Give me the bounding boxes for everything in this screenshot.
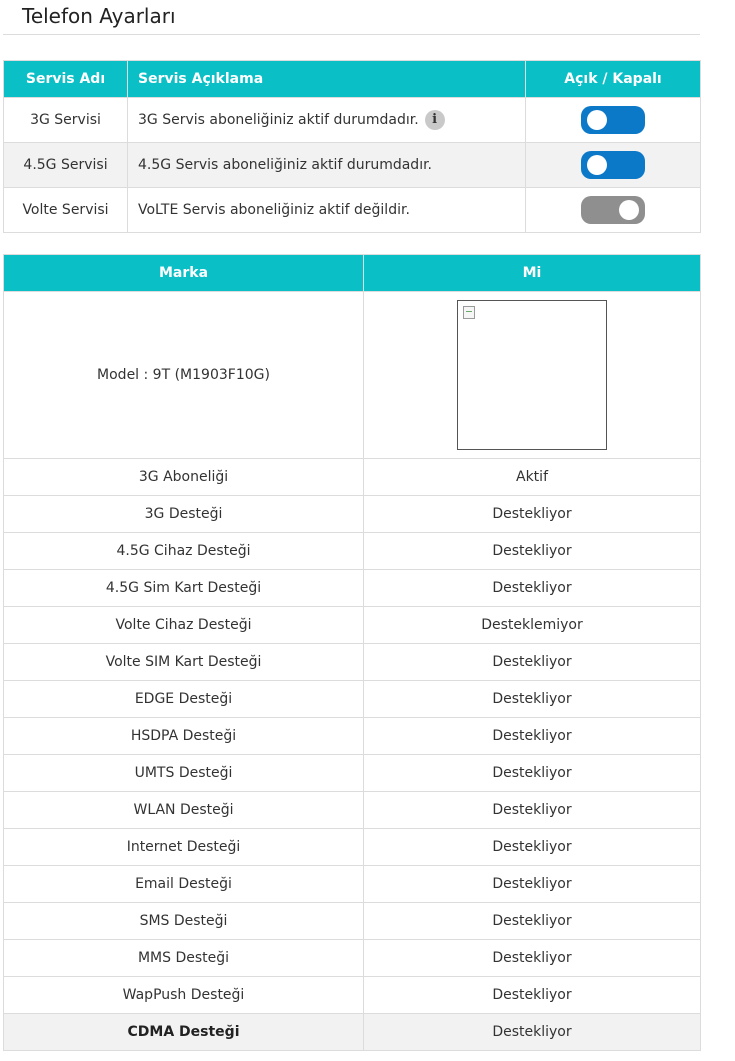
- feature-row: [4, 1014, 701, 1051]
- column-header-service-name: Servis Adı: [4, 61, 128, 98]
- feature-row: [4, 792, 701, 829]
- feature-value: Destekliyor: [364, 533, 701, 570]
- toggle-knob: [587, 155, 607, 175]
- feature-value: Destekliyor: [364, 940, 701, 977]
- feature-value: Desteklemiyor: [364, 607, 701, 644]
- model-row: [4, 292, 701, 459]
- toggle-4-5g-service[interactable]: [581, 151, 645, 179]
- feature-label: MMS Desteği: [4, 940, 364, 977]
- service-description: VoLTE Servis aboneliğiniz aktif değildir.: [128, 188, 526, 233]
- model-image-cell: [364, 292, 701, 459]
- service-description: 4.5G Servis aboneliğiniz aktif durumdadır.: [128, 143, 526, 188]
- feature-row: [4, 829, 701, 866]
- service-description-cell: [128, 98, 526, 143]
- feature-value: Destekliyor: [364, 977, 701, 1014]
- toggle-cell: [526, 143, 701, 188]
- feature-row: [4, 607, 701, 644]
- column-header-toggle: Açık / Kapalı: [526, 61, 701, 98]
- feature-value: Destekliyor: [364, 829, 701, 866]
- feature-label: Email Desteği: [4, 866, 364, 903]
- feature-label: UMTS Desteği: [4, 755, 364, 792]
- feature-label: 3G Aboneliği: [4, 459, 364, 496]
- services-table: [3, 60, 701, 233]
- feature-value: Destekliyor: [364, 903, 701, 940]
- feature-label: HSDPA Desteği: [4, 718, 364, 755]
- feature-label: Internet Desteği: [4, 829, 364, 866]
- toggle-3g-service[interactable]: [581, 106, 645, 134]
- feature-value: Destekliyor: [364, 644, 701, 681]
- toggle-cell: [526, 188, 701, 233]
- feature-label: CDMA Desteği: [4, 1014, 364, 1051]
- column-header-service-description: Servis Açıklama: [128, 61, 526, 98]
- page-title: Telefon Ayarları: [22, 4, 176, 28]
- service-row-4-5g: [4, 143, 701, 188]
- feature-row: [4, 718, 701, 755]
- feature-value: Destekliyor: [364, 792, 701, 829]
- feature-row: [4, 977, 701, 1014]
- feature-label: EDGE Desteği: [4, 681, 364, 718]
- feature-value: Destekliyor: [364, 496, 701, 533]
- feature-row: [4, 940, 701, 977]
- feature-label: 4.5G Cihaz Desteği: [4, 533, 364, 570]
- feature-label: 4.5G Sim Kart Desteği: [4, 570, 364, 607]
- feature-value: Aktif: [364, 459, 701, 496]
- device-table: [3, 254, 701, 1051]
- title-divider: [3, 34, 700, 35]
- service-row-volte: [4, 188, 701, 233]
- services-header-row: [4, 61, 701, 98]
- feature-row: [4, 533, 701, 570]
- feature-label: SMS Desteği: [4, 903, 364, 940]
- feature-value: Destekliyor: [364, 1014, 701, 1051]
- service-row-3g: [4, 98, 701, 143]
- toggle-knob: [587, 110, 607, 130]
- service-name: 3G Servisi: [4, 98, 128, 143]
- feature-value: Destekliyor: [364, 718, 701, 755]
- toggle-knob: [619, 200, 639, 220]
- feature-row: [4, 903, 701, 940]
- feature-label: Volte SIM Kart Desteği: [4, 644, 364, 681]
- feature-label: WapPush Desteği: [4, 977, 364, 1014]
- feature-value: Destekliyor: [364, 681, 701, 718]
- feature-row: [4, 681, 701, 718]
- feature-value: Destekliyor: [364, 570, 701, 607]
- info-icon[interactable]: i: [425, 110, 445, 130]
- feature-row: [4, 866, 701, 903]
- toggle-volte-service[interactable]: [581, 196, 645, 224]
- model-name: Model : 9T (M1903F10G): [4, 292, 364, 459]
- column-header-brand: Marka: [4, 255, 364, 292]
- service-name: Volte Servisi: [4, 188, 128, 233]
- service-name: 4.5G Servisi: [4, 143, 128, 188]
- feature-row: [4, 496, 701, 533]
- feature-label: WLAN Desteği: [4, 792, 364, 829]
- device-header-row: [4, 255, 701, 292]
- feature-row: [4, 644, 701, 681]
- feature-label: 3G Desteği: [4, 496, 364, 533]
- device-image: [457, 300, 607, 450]
- feature-row: [4, 755, 701, 792]
- broken-image-icon: [463, 306, 475, 319]
- feature-value: Destekliyor: [364, 866, 701, 903]
- brand-name: Mi: [364, 255, 701, 292]
- feature-label: Volte Cihaz Desteği: [4, 607, 364, 644]
- feature-value: Destekliyor: [364, 755, 701, 792]
- feature-row: [4, 459, 701, 496]
- feature-row: [4, 570, 701, 607]
- service-description: 3G Servis aboneliğiniz aktif durumdadır.: [138, 112, 419, 128]
- toggle-cell: [526, 98, 701, 143]
